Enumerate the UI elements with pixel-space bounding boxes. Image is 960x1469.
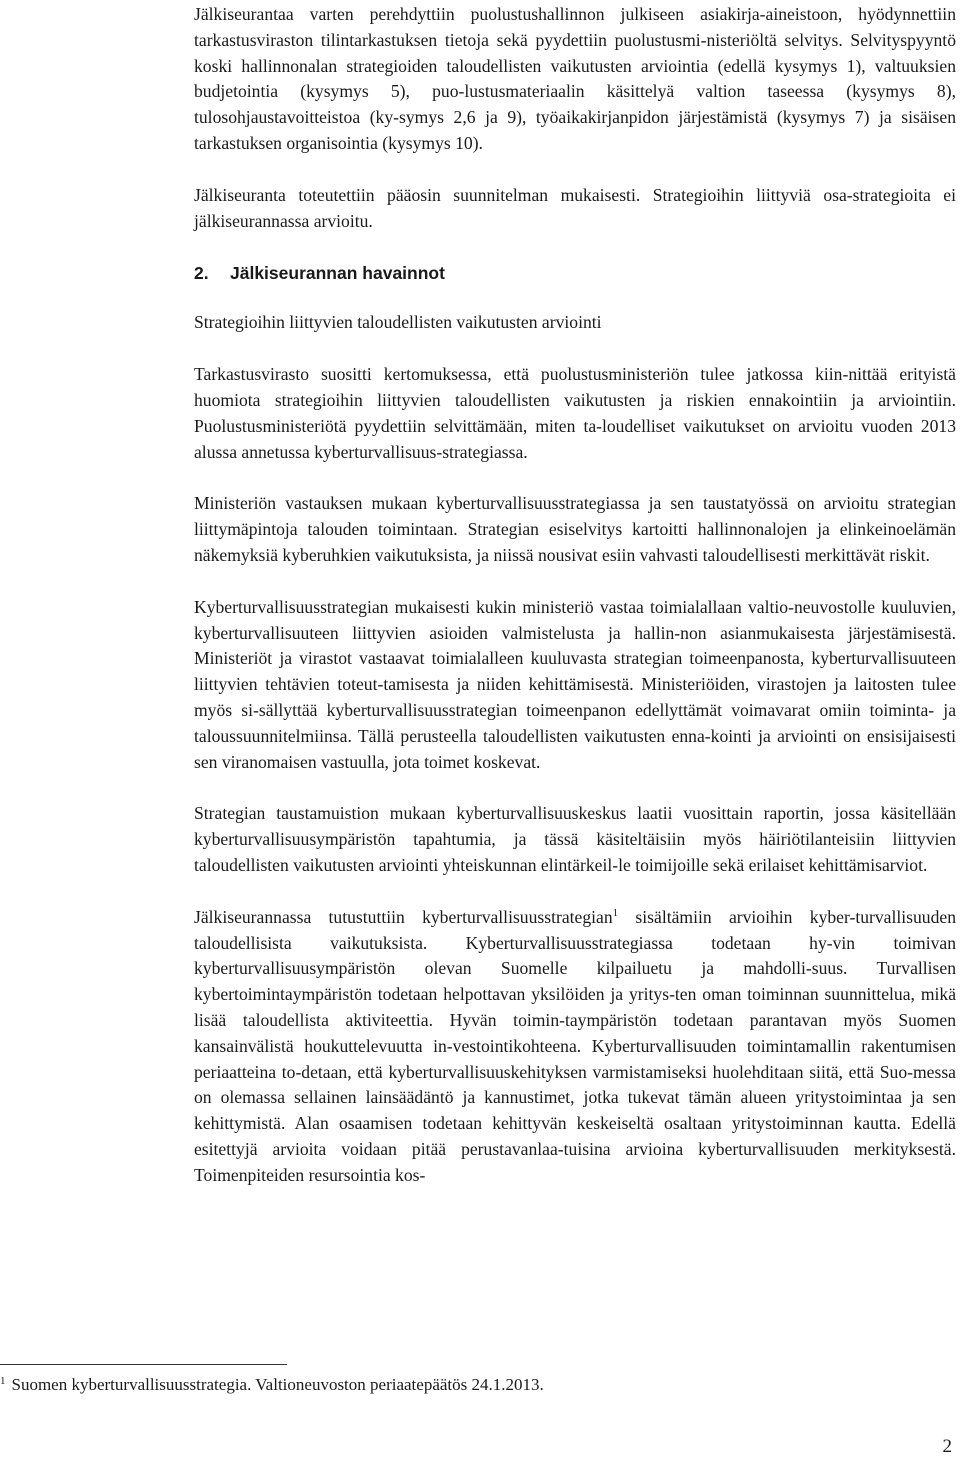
paragraph-background-memo: Strategian taustamuistion mukaan kyberturvallisuuskeskus laatii vuosittain raportin, jossa käsitellään kyberturvallisuusympäristön tapahtumia, ja tässä käsiteltäisiin myös häiriötilanteisiin liittyvien taloudellisten vaikutusten arviointi yhteiskunnan elintärkeil-le toimijoille sekä erilaiset kehittämisarviot.	[194, 803, 956, 875]
subheading: Strategioihin liittyvien taloudellisten vaikutusten arviointi	[194, 312, 602, 333]
footnote-divider	[0, 1364, 287, 1365]
body-column	[194, 2, 956, 1188]
section-number: 2.	[194, 263, 209, 284]
section-title: Jälkiseurannan havainnot	[230, 263, 445, 284]
paragraph-ministry-response: Ministeriön vastauksen mukaan kyberturvallisuusstrategiassa ja sen taustatyössä on arvioitu strategian liittymäpintoja talouden toimintaan. Strategian esiselvitys kartoitti hallinnonalojen ja elinkeinoelämän näkemyksiä kyberuhkien vaikutuksista, ja niissä nousivat esiin vahvasti taloudellisesti merkittävät riskit.	[194, 493, 956, 565]
paragraph-text-rest: sisältämiin arvioihin kyber-turvallisuuden taloudellisista vaikutuksista. Kyberturvallisuusstrategiassa todetaan hy-vin toimivan kyberturvallisuusympäristön olevan Suomelle kilpailuetu ja mahdolli-suus. Turvallisen kybertoimintaympäristön todetaan helpottavan yksilöiden ja yritys-ten oman toiminnan suunnittelua, mikä lisää taloudellista aktiviteettia. Hyvän toimin-taympäristön todetaan parantavan myös Suomen kansainvälistä houkuttelevuutta in-vestointikohteena. Kyberturvallisuuden toimintamallin rakentumisen periaatteina to-detaan, että kyberturvallisuuskehityksen varmistamiseksi huolehditaan siitä, että Suo-messa on olemassa sellainen lainsäädäntö ja kannustimet, jotka tukevat tämän alueen yritystoimintaa ja sen kehittymistä. Alan osaamisen todetaan kehittyvän keskeiseltä osaltaan yritystoiminnan kautta. Edellä esitettyjä arvioita voidaan pitää perustavanlaa-tuisina arvioina kyberturvallisuuden merkityksestä. Toimenpiteiden resursointia kos-	[194, 906, 956, 1185]
paragraph-implementation: Jälkiseuranta toteutettiin pääosin suunnitelman mukaisesti. Strategioihin liittyviä osa-strategioita ei jälkiseurannassa arvioitu.	[194, 184, 956, 231]
section-heading	[194, 260, 956, 286]
paragraph-text-start: Jälkiseurannassa tutustuttiin kyberturvallisuusstrategian	[194, 906, 613, 927]
paragraph-responsibilities: Kyberturvallisuusstrategian mukaisesti kukin ministeriö vastaa toimialallaan valtio-neuvostolle kuuluvien, kyberturvallisuuteen liittyvien asioiden valmistelusta ja hallin-non asianmukaisesta järjestämisestä. Ministeriöt ja virastot vastaavat toimialalleen kuuluvasta strategian toimeenpanosta, kyberturvallisuuteen liittyvien tehtävien toteut-tamisesta ja niiden kehittämisestä. Ministeriöiden, virastojen ja laitosten tulee myös si-sällyttää kyberturvallisuusstrategian toimeenpanon edellyttämät voimavarat omiin toiminta- ja taloussuunnitelmiinsa. Tällä perusteella taloudellisten vaikutusten enna-kointi ja arviointi on ensisijaisesti sen viranomaisen vastuulla, jota toimet koskevat.	[194, 596, 956, 772]
footnote-reference[interactable]: 1	[612, 906, 619, 919]
footnote-text: Suomen kyberturvallisuusstrategia. Valtioneuvoston periaatepäätös 24.1.2013.	[11, 1375, 544, 1394]
paragraph-method: Jälkiseurantaa varten perehdyttiin puolustushallinnon julkiseen asiakirja-aineistoon, hyödynnettiin tarkastusviraston tilintarkastuksen tietoja sekä pyydettiin puolustusmi-nisteriöltä selvitys. Selvityspyyntö koski hallinnonalan strategioiden taloudellisten vaikutusten arviointia (edellä kysymys 1), valtuuksien budjetointia (kysymys 5), puo-lustusmateriaalin käsittelyä valtion taseessa (kysymys 8), tulosohjaustavoitteistoa (ky-symys 2,6 ja 9), työaikakirjanpidon järjestämistä (kysymys 7) ja sisäisen tarkastuksen organisointia (kysymys 10).	[194, 4, 956, 153]
page-number: 2	[942, 1436, 952, 1457]
paragraph-strategy-assessment	[194, 905, 956, 1189]
footnote-marker: 1	[0, 1375, 6, 1387]
footnote	[0, 1374, 900, 1396]
paragraph-recommendation: Tarkastusvirasto suositti kertomuksessa, että puolustusministeriön tulee jatkossa kiin-nittää erityistä huomiota strategioihin liittyvien taloudellisten vaikutusten ja riskien ennakointiin ja arviointiin. Puolustusministeriötä pyydettiin selvittämään, miten ta-loudelliset vaikutukset on arvioitu vuoden 2013 alussa annetussa kyberturvallisuus-strategiassa.	[194, 364, 956, 462]
